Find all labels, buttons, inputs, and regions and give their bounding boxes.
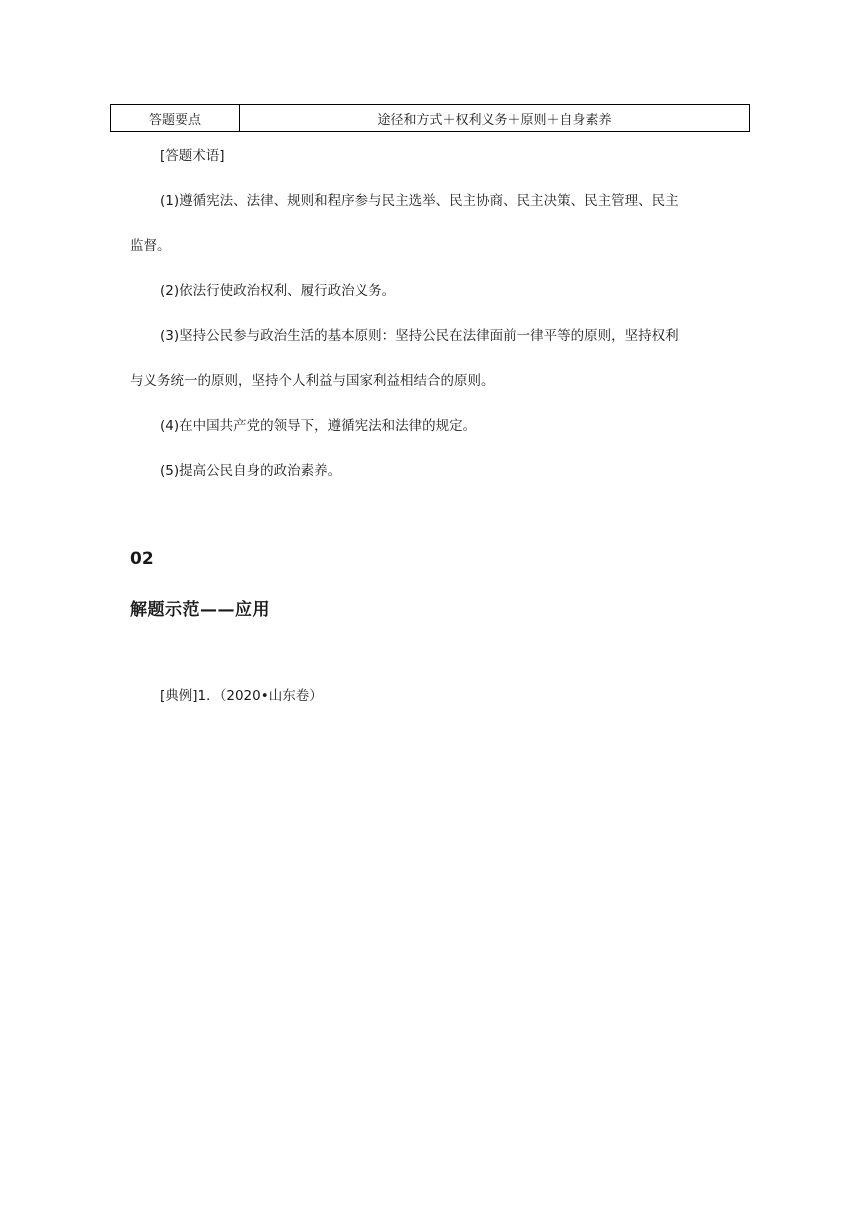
- item-3-line-1: (3)坚持公民参与政治生活的基本原则：坚持公民在法律面前一律平等的原则，坚持权利: [160, 328, 679, 344]
- section-number: 02: [130, 549, 154, 569]
- item-4: (4)在中国共产党的领导下，遵循宪法和法律的规定。: [160, 418, 477, 434]
- answer-key-table: [110, 104, 750, 132]
- item-1-line-1: (1)遵循宪法、法律、规则和程序参与民主选举、民主协商、民主决策、民主管理、民主: [160, 193, 679, 209]
- table-value-cell: 途径和方式＋权利义务＋原则＋自身素养: [240, 105, 750, 132]
- item-5: (5)提高公民自身的政治素养。: [160, 463, 342, 479]
- item-3-line-2: 与义务统一的原则，坚持个人利益与国家利益相结合的原则。: [130, 373, 495, 389]
- item-1-line-2: 监督。: [130, 238, 171, 254]
- section-title: 解题示范——应用: [130, 600, 270, 620]
- example-label: [典例]1．（2020•山东卷）: [160, 688, 323, 704]
- terms-heading: [答题术语]: [160, 148, 225, 164]
- table-row: [111, 105, 750, 132]
- table-label-cell: 答题要点: [111, 105, 240, 132]
- item-2: (2)依法行使政治权利、履行政治义务。: [160, 283, 396, 299]
